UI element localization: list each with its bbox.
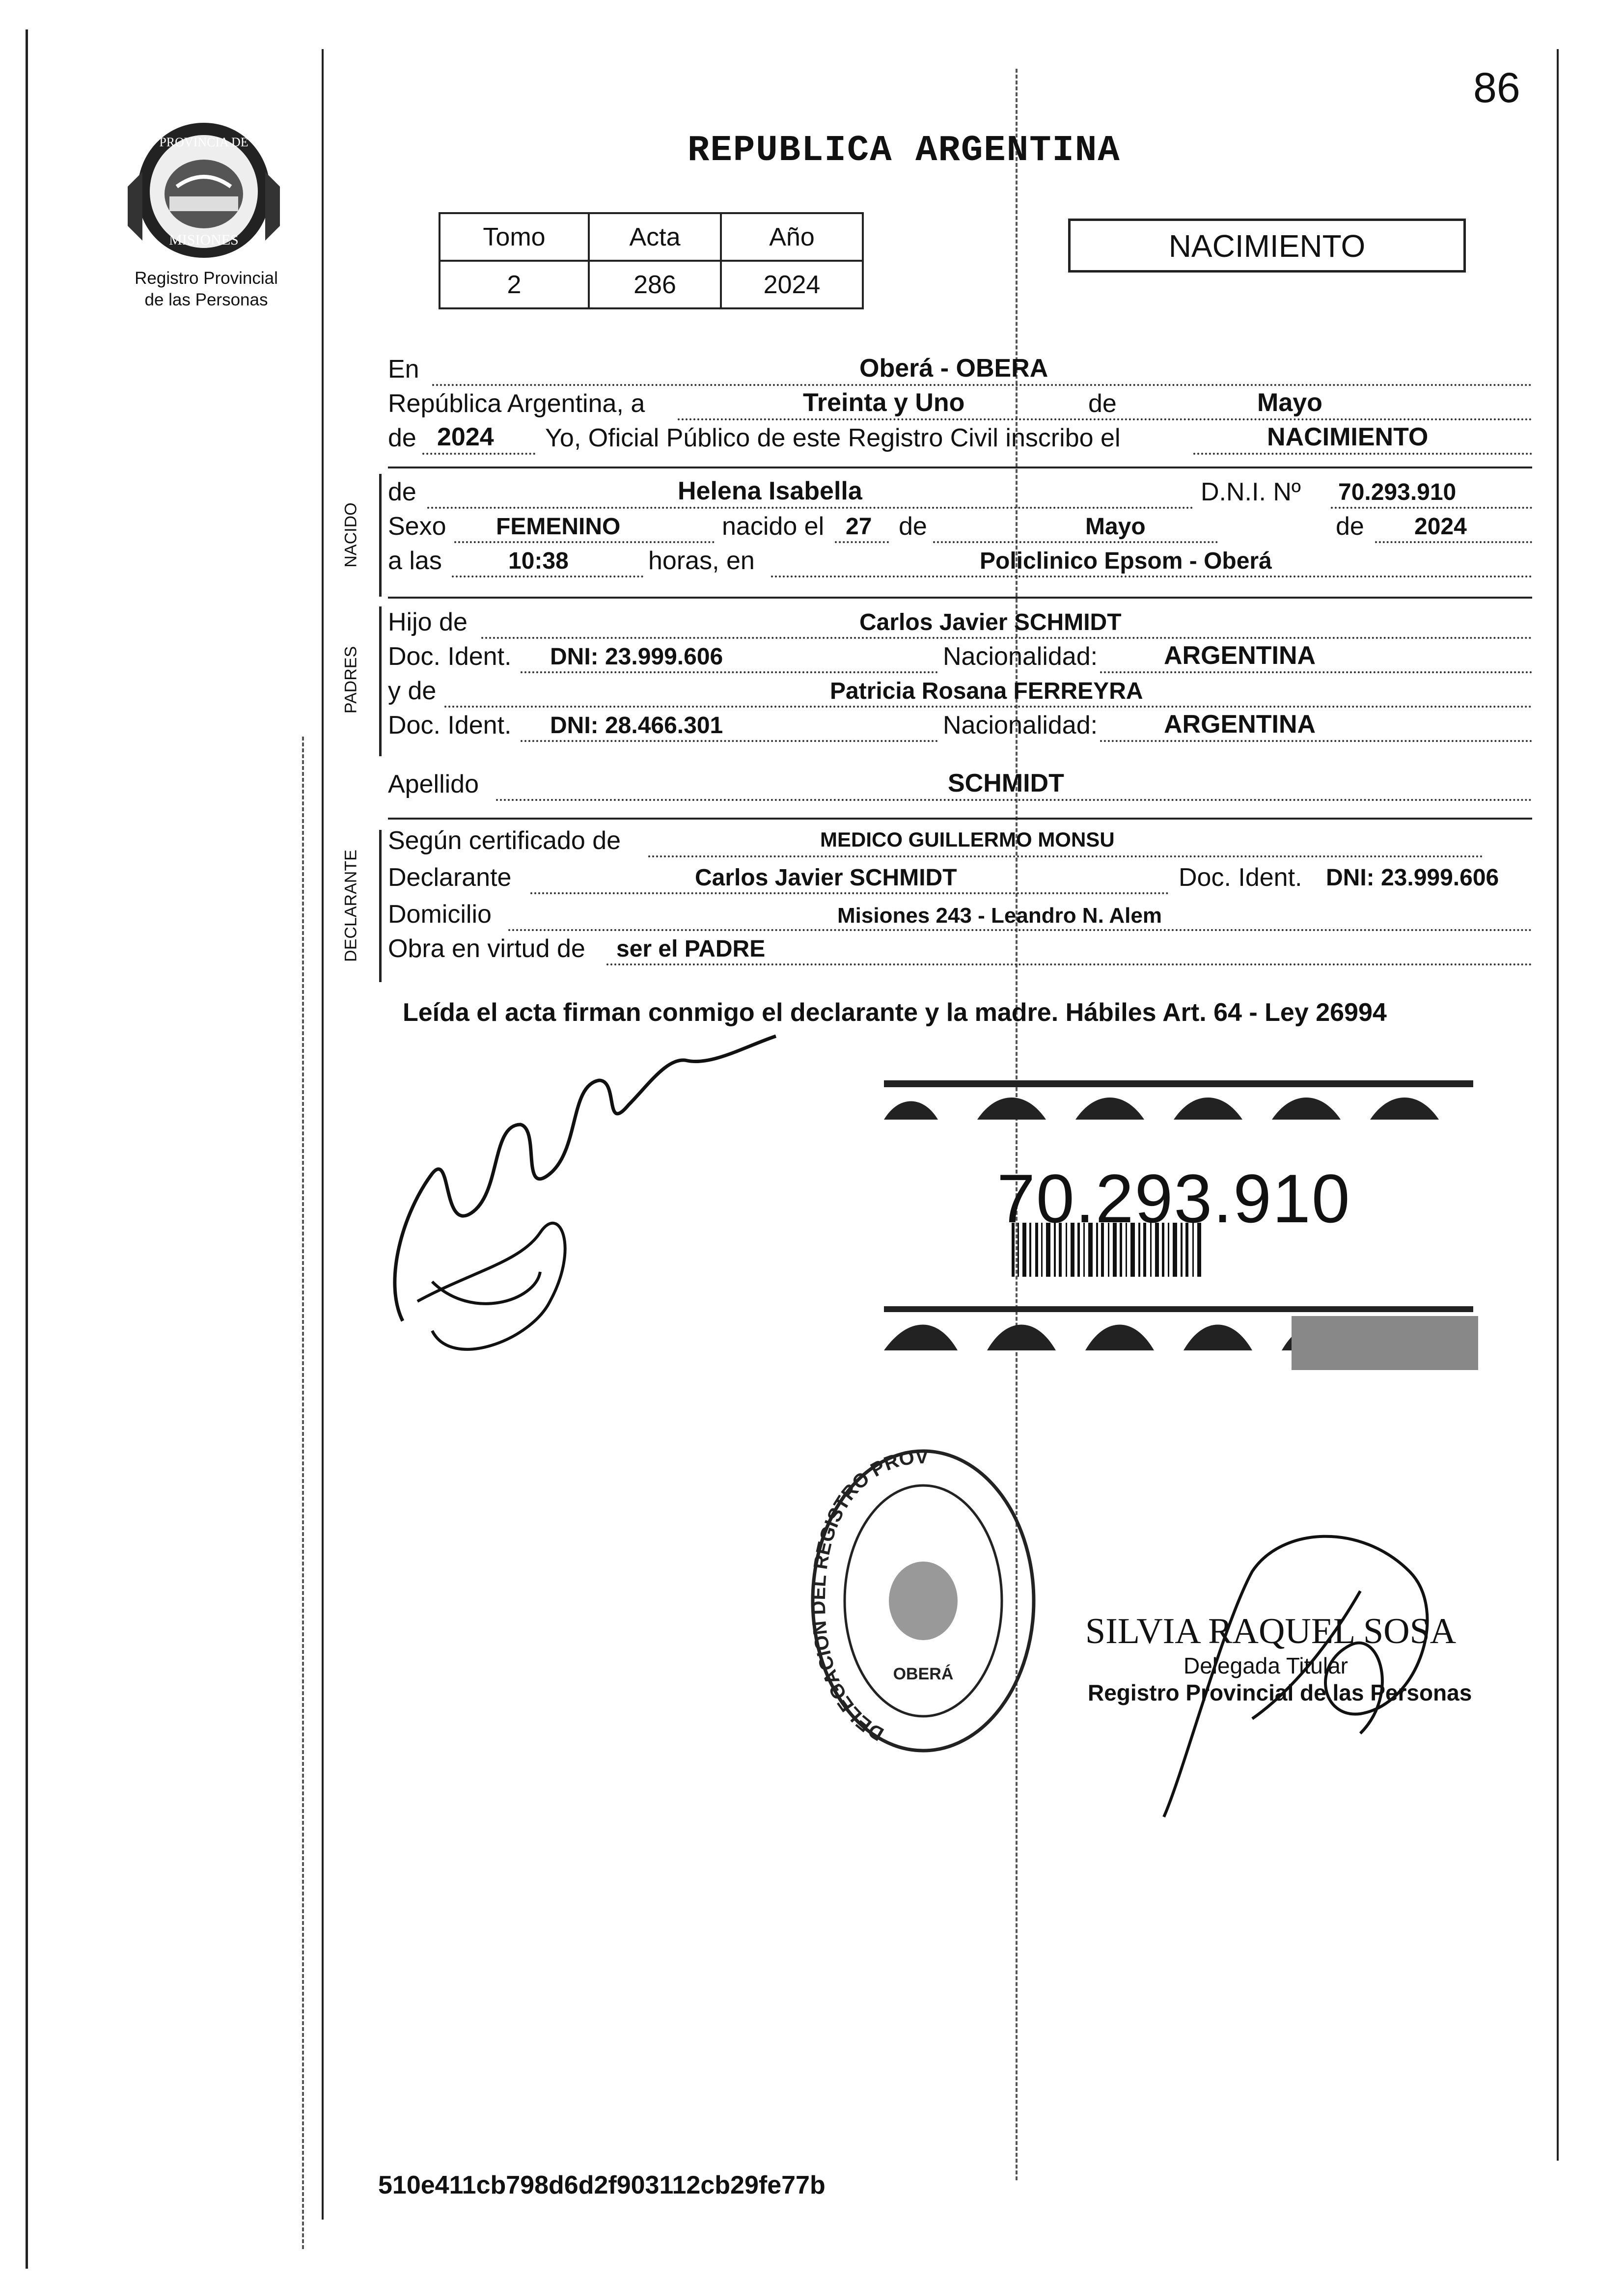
value-time: 10:38 — [508, 548, 569, 574]
section-divider — [388, 818, 1532, 820]
left-margin-line — [26, 29, 28, 2269]
label-domicilio: Domicilio — [388, 900, 492, 929]
padres-bar — [379, 606, 382, 756]
dotted-line — [481, 637, 1532, 639]
value-day: Treinta y Uno — [803, 388, 965, 417]
value-declarant: Carlos Javier SCHMIDT — [695, 865, 957, 891]
dotted-line — [1193, 453, 1532, 455]
declarant-signature — [373, 1026, 815, 1373]
dotted-line — [422, 453, 535, 455]
label-doc-ident-1: Doc. Ident. — [388, 642, 512, 671]
right-margin-line — [1557, 49, 1559, 2161]
label-sexo: Sexo — [388, 512, 446, 541]
dotted-line — [835, 541, 889, 543]
row-year — [388, 423, 1532, 460]
value-capacity: ser el PADRE — [616, 936, 766, 962]
value-mother-doc: DNI: 28.466.301 — [550, 713, 723, 739]
dotted-line — [427, 507, 1193, 509]
header-tomo: Tomo — [440, 213, 589, 261]
document-hash: 510e411cb798d6d2f903112cb29fe77b — [378, 2171, 826, 2199]
row-capacity — [388, 934, 1532, 970]
label-republica: República Argentina, a — [388, 389, 645, 418]
value-father-doc: DNI: 23.999.606 — [550, 644, 723, 670]
row-time — [388, 547, 1532, 582]
nacido-bar — [379, 474, 382, 597]
row-father — [388, 608, 1532, 644]
page-number: 86 — [1473, 64, 1520, 111]
label-de-name: de — [388, 478, 416, 506]
value-birth-day: 27 — [846, 514, 872, 540]
value-birth-month: Mayo — [1085, 514, 1146, 540]
row-address — [388, 900, 1532, 936]
country-title: REPUBLICA ARGENTINA — [688, 130, 1121, 171]
label-a-las: a las — [388, 547, 442, 575]
row-sex — [388, 512, 1532, 548]
declarante-bar — [379, 830, 382, 982]
value-sex: FEMENINO — [496, 514, 621, 540]
label-hijo-de: Hijo de — [388, 608, 468, 636]
province-logo — [123, 113, 285, 268]
official-role: Delegada Titular — [1184, 1653, 1348, 1678]
dotted-line — [678, 418, 1532, 420]
section-padres: PADRES — [341, 646, 360, 714]
row-name — [388, 477, 1532, 514]
logo-text-bottom: MISIONES — [169, 232, 239, 248]
label-dni: D.N.I. Nº — [1201, 478, 1301, 506]
label-nacionalidad-1: Nacionalidad: — [943, 642, 1098, 671]
section-nacido: NACIDO — [341, 502, 360, 568]
value-month: Mayo — [1257, 388, 1322, 417]
label-obra: Obra en virtud de — [388, 934, 585, 963]
value-address: Misiones 243 - Leandro N. Alem — [837, 904, 1162, 928]
dotted-line — [454, 541, 715, 543]
seal-ring-text: DELEGACION DEL REGISTRO PROV — [807, 1446, 929, 1745]
row-father-doc — [388, 641, 1532, 678]
label-de-birth-month: de — [899, 512, 927, 541]
dotted-line — [1100, 671, 1532, 673]
label-nacido: nacido el — [722, 512, 825, 541]
value-birth-place: Policlinico Epsom - Oberá — [980, 548, 1272, 574]
value-record: NACIMIENTO — [1267, 423, 1429, 451]
dotted-line — [1100, 740, 1532, 742]
row-surname — [388, 769, 1532, 806]
label-doc-ident-decl: Doc. Ident. — [1179, 863, 1302, 892]
registry-name — [113, 268, 300, 311]
dotted-line — [496, 799, 1532, 801]
header-acta: Acta — [589, 213, 721, 261]
registry-line-2: de las Personas — [144, 290, 268, 309]
row-mother-doc — [388, 710, 1532, 747]
label-de-birth-year: de — [1336, 512, 1364, 541]
dotted-line — [1375, 541, 1532, 543]
margin-dash-line — [302, 737, 304, 2249]
row-certificate — [388, 826, 1532, 862]
record-table — [439, 212, 864, 309]
dotted-line — [530, 892, 1169, 894]
value-name: Helena Isabella — [678, 477, 862, 505]
official-name: SILVIA RAQUEL SOSA — [1085, 1611, 1457, 1651]
dotted-line — [521, 671, 938, 673]
value-acta: 286 — [589, 261, 721, 308]
value-father-nationality: ARGENTINA — [1164, 641, 1316, 670]
section-divider — [388, 597, 1532, 599]
row-place — [388, 354, 1532, 391]
dotted-line — [933, 541, 1218, 543]
label-doc-ident-2: Doc. Ident. — [388, 711, 512, 740]
section-divider — [388, 467, 1532, 468]
barcode-number: 70.293.910 — [997, 1160, 1351, 1237]
dotted-line — [771, 576, 1532, 577]
label-nacionalidad-2: Nacionalidad: — [943, 711, 1098, 740]
label-horas-en: horas, en — [648, 547, 755, 575]
row-mother — [388, 677, 1532, 713]
value-mother: Patricia Rosana FERREYRA — [830, 678, 1143, 704]
row-declarant — [388, 863, 1532, 899]
official-seal — [805, 1444, 1041, 1760]
label-en: En — [388, 355, 419, 384]
label-yo-oficial: Yo, Oficial Público de este Registro Civil inscribo el — [545, 424, 1121, 452]
value-dni: 70.293.910 — [1338, 479, 1457, 505]
record-type-box: NACIMIENTO — [1068, 219, 1466, 273]
value-father: Carlos Javier SCHMIDT — [859, 609, 1122, 635]
value-tomo: 2 — [440, 261, 589, 308]
label-y-de: y de — [388, 677, 437, 705]
dotted-line — [648, 855, 1483, 857]
value-mother-nationality: ARGENTINA — [1164, 710, 1316, 739]
row-date — [388, 388, 1532, 425]
value-declarant-doc: DNI: 23.999.606 — [1326, 865, 1499, 891]
seal-center-text: OBERÁ — [893, 1665, 954, 1683]
header-anio: Año — [721, 213, 863, 261]
value-anio: 2024 — [721, 261, 863, 308]
dotted-line — [452, 576, 643, 577]
sidebar-divider-line — [322, 49, 324, 2220]
label-declarante: Declarante — [388, 863, 512, 892]
dotted-line — [432, 384, 1532, 386]
section-declarante: DECLARANTE — [341, 850, 360, 962]
value-birth-year: 2024 — [1414, 514, 1467, 540]
value-surname: SCHMIDT — [948, 769, 1064, 797]
official-office: Registro Provincial de las Personas — [1088, 1680, 1472, 1705]
dotted-line — [444, 706, 1532, 708]
value-place: Oberá - OBERA — [859, 354, 1048, 383]
logo-text-top: PROVINCIA DE — [159, 135, 248, 149]
label-segun-certificado: Según certificado de — [388, 826, 621, 855]
closing-statement: Leída el acta firman conmigo el declarante y la madre. Hábiles Art. 64 - Ley 26994 — [403, 998, 1387, 1027]
value-year: 2024 — [437, 423, 494, 451]
label-de-month: de — [1085, 389, 1120, 418]
label-apellido: Apellido — [388, 770, 479, 798]
dotted-line — [521, 740, 938, 742]
label-de-year: de — [388, 424, 416, 452]
registry-line-1: Registro Provincial — [135, 269, 278, 288]
dotted-line — [508, 929, 1532, 931]
dotted-line — [606, 963, 1532, 965]
dotted-line — [1331, 507, 1532, 509]
value-certificate: MEDICO GUILLERMO MONSU — [820, 828, 1115, 851]
